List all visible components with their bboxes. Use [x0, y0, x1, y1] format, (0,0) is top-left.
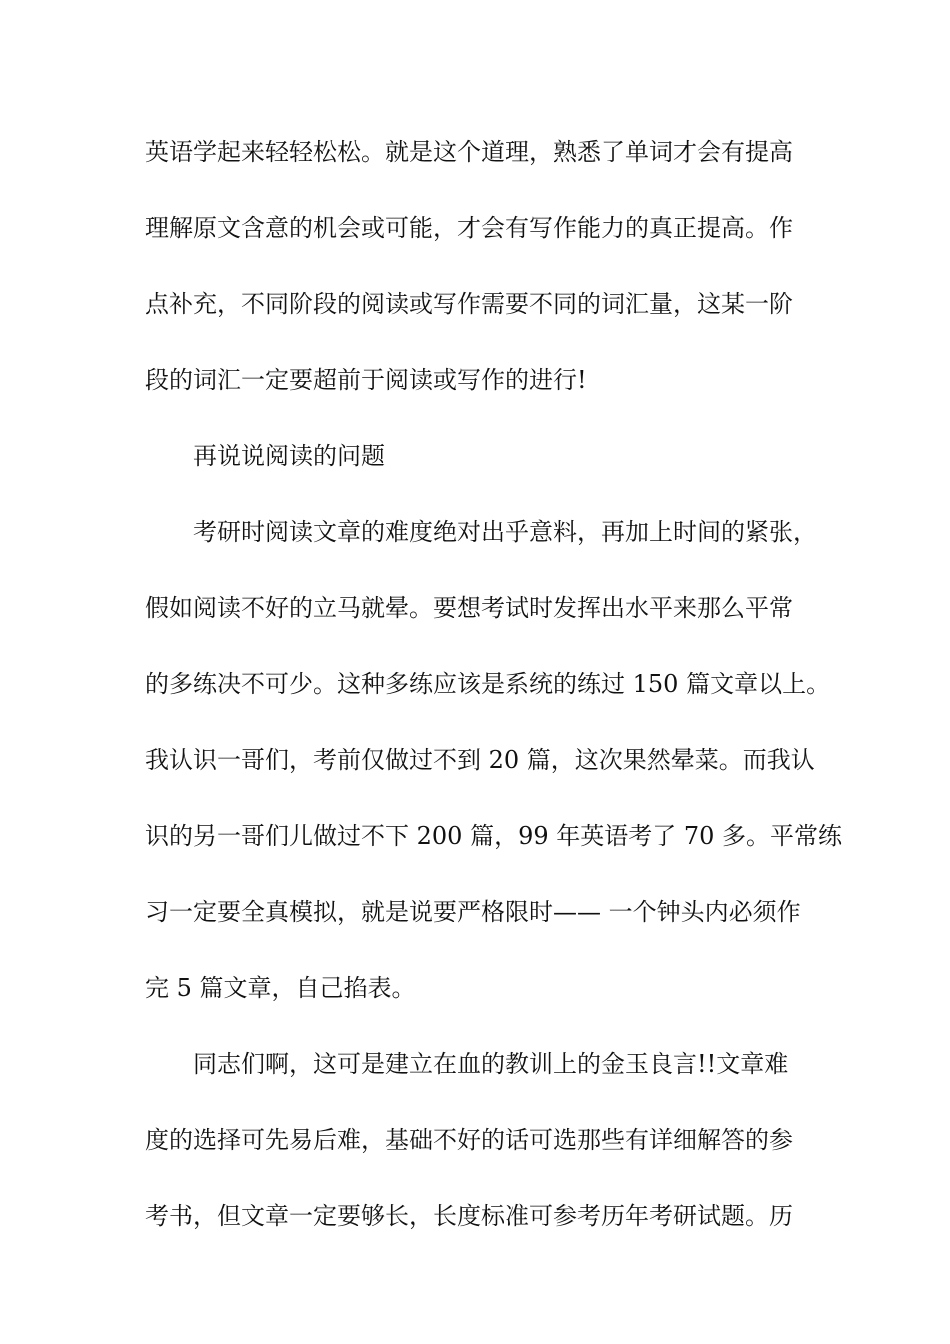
text-line: 考研时阅读文章的难度绝对出乎意料，再加上时间的紧张， — [193, 518, 817, 546]
text-line: 假如阅读不好的立马就晕。要想考试时发挥出水平来那么平常 — [145, 594, 793, 622]
text-line: 完 5 篇文章，自己掐表。 — [145, 974, 416, 1002]
text-line: 我认识一哥们，考前仅做过不到 20 篇，这次果然晕菜。而我认 — [145, 746, 815, 774]
text-line: 考书，但文章一定要够长，长度标准可参考历年考研试题。历 — [145, 1202, 793, 1230]
text-line: 度的选择可先易后难，基础不好的话可选那些有详细解答的参 — [145, 1126, 793, 1154]
text-line: 识的另一哥们儿做过不下 200 篇，99 年英语考了 70 多。平常练 — [145, 822, 843, 850]
body-text — [145, 128, 843, 1268]
text-line: 理解原文含意的机会或可能，才会有写作能力的真正提高。作 — [145, 214, 793, 242]
text-line: 习一定要全真模拟，就是说要严格限时—— 一个钟头内必须作 — [145, 898, 801, 926]
text-line: 英语学起来轻轻松松。就是这个道理，熟悉了单词才会有提高 — [145, 138, 793, 166]
text-line: 段的词汇一定要超前于阅读或写作的进行! — [145, 366, 587, 394]
text-line: 同志们啊，这可是建立在血的教训上的金玉良言!!文章难 — [193, 1050, 789, 1078]
text-line: 点补充，不同阶段的阅读或写作需要不同的词汇量，这某一阶 — [145, 290, 793, 318]
text-line: 的多练决不可少。这种多练应该是系统的练过 150 篇文章以上。 — [145, 670, 831, 698]
section-heading: 再说说阅读的问题 — [193, 442, 385, 470]
